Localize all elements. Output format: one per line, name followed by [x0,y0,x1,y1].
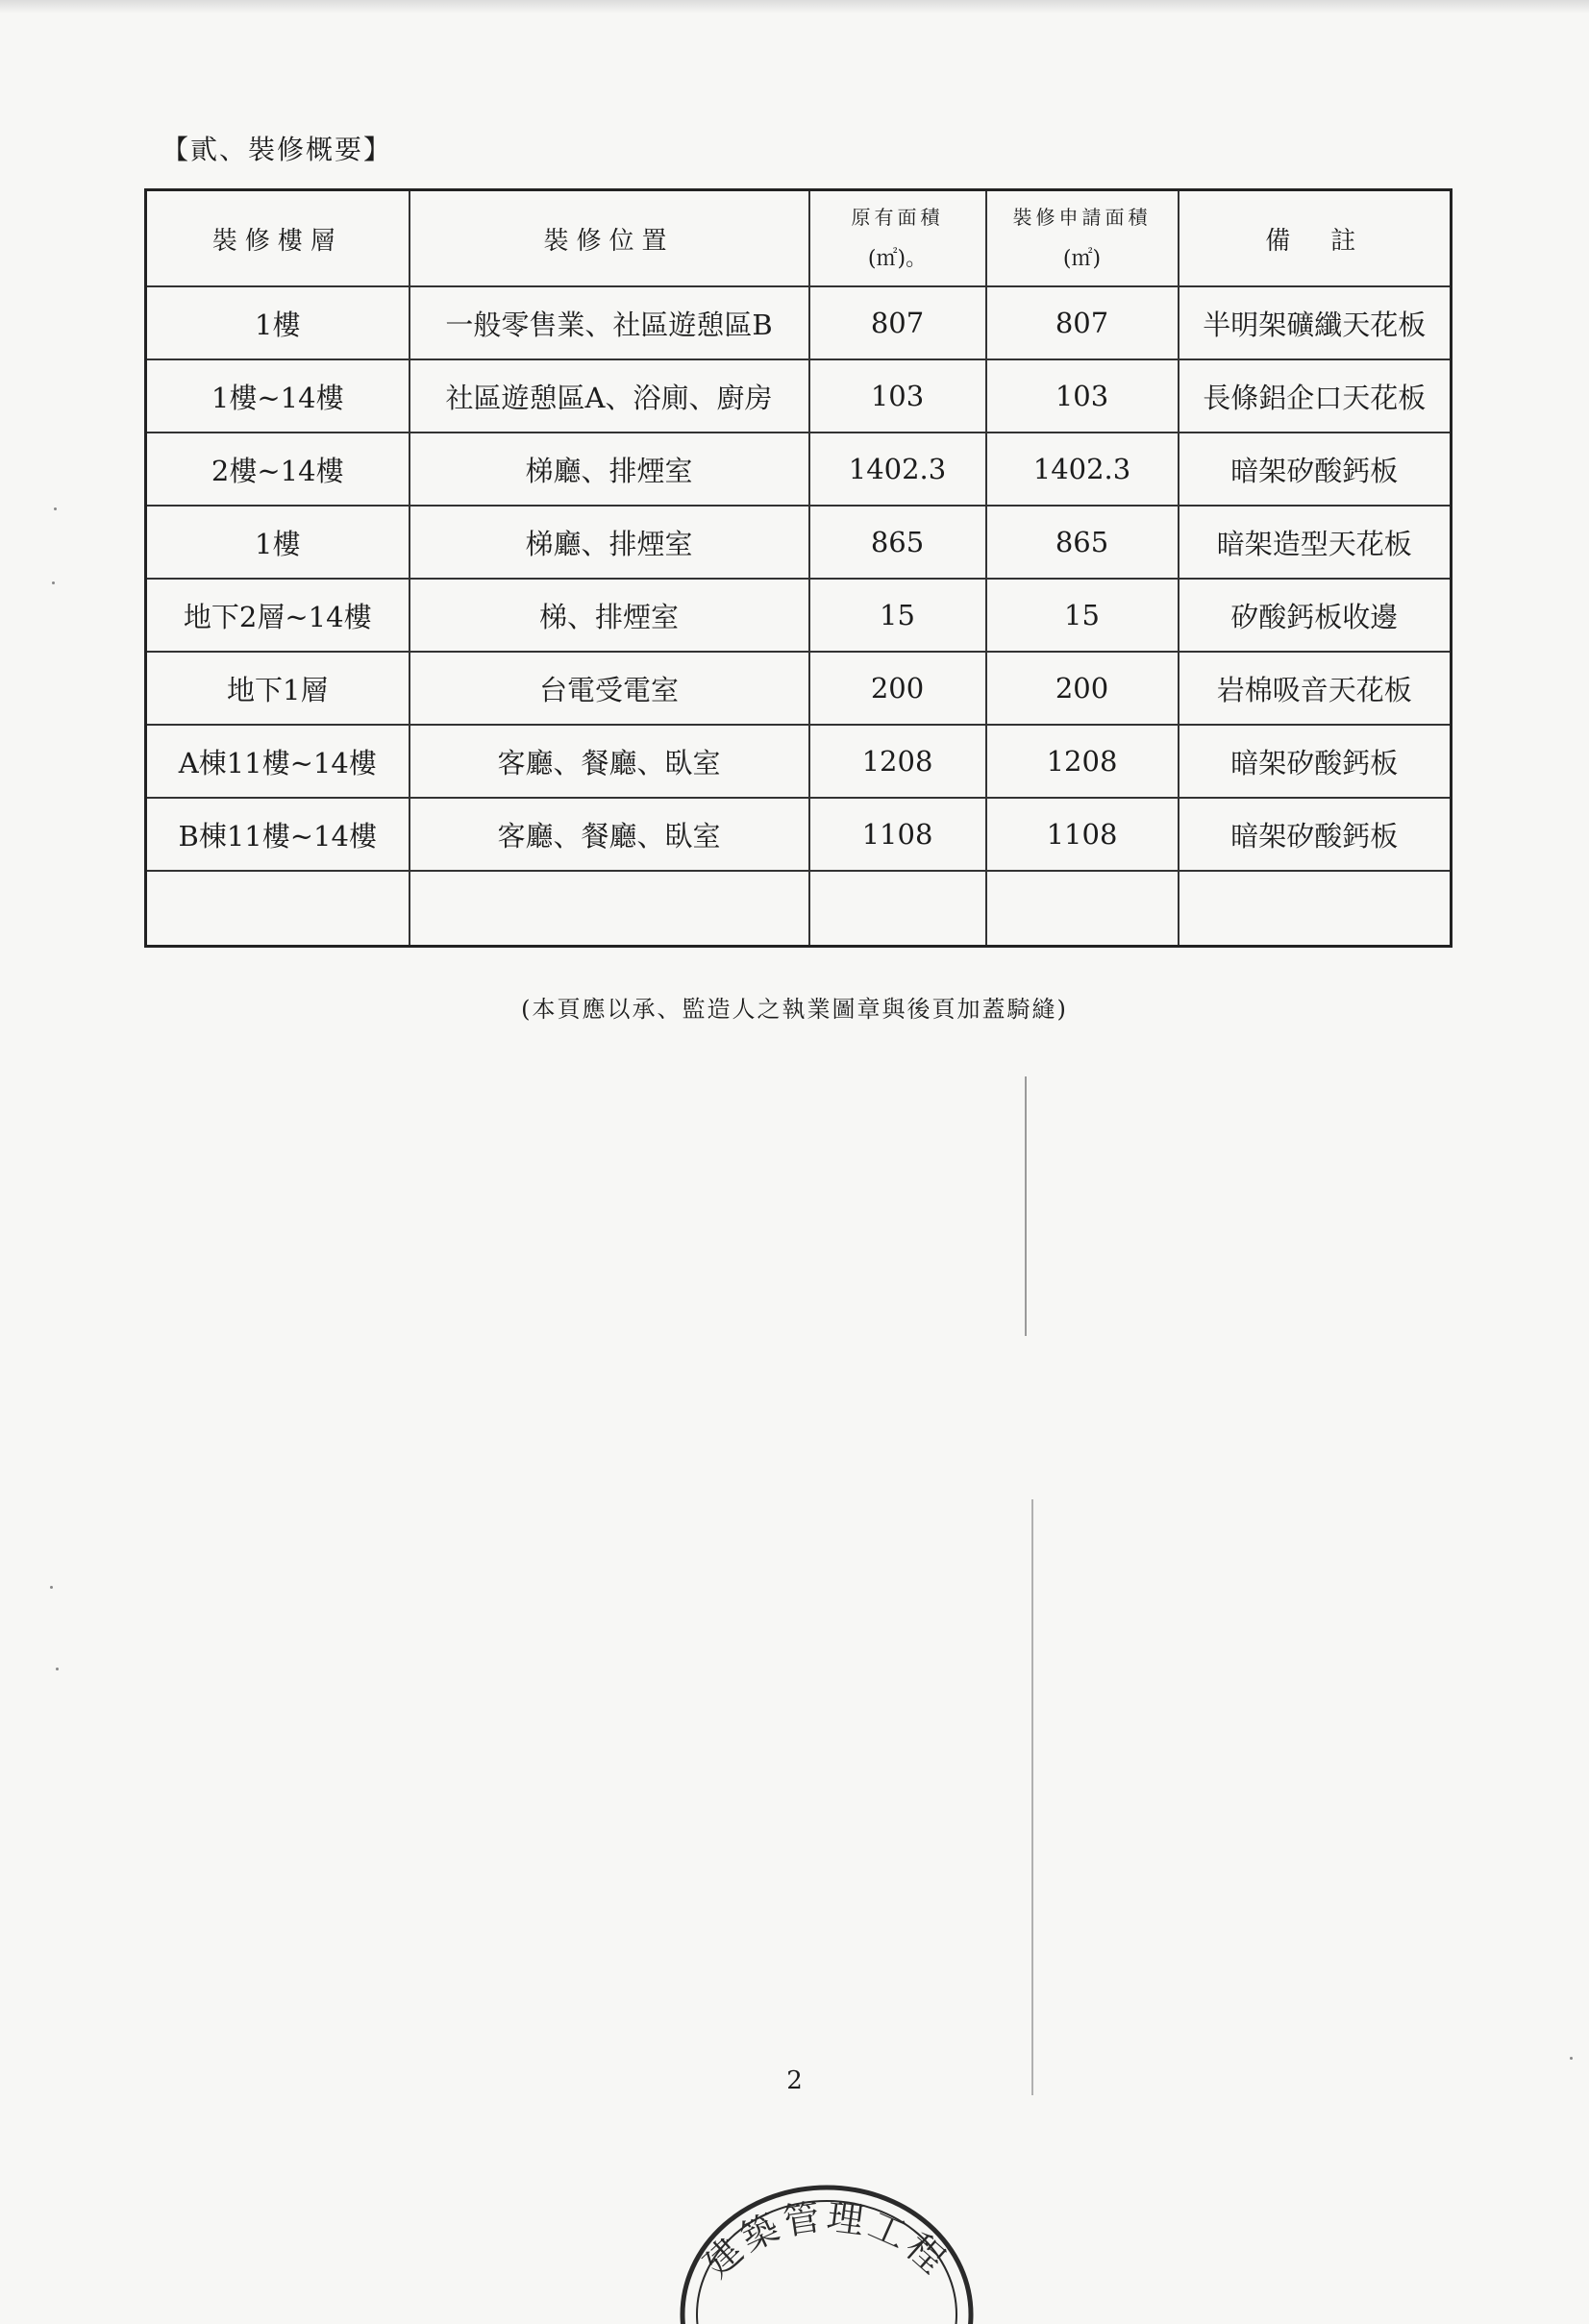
cell-floor: 地下2層~14樓 [146,579,410,652]
table-row [146,798,1452,871]
cell-original-area: 103 [809,359,986,433]
scan-speck [1570,2057,1573,2060]
cell-floor: 1樓 [146,286,410,359]
cell-original-area: 807 [809,286,986,359]
seal-text: 建築管理工程 [695,2195,956,2286]
cell-original-area: 15 [809,579,986,652]
cell-empty [146,871,410,947]
table-row [146,286,1452,359]
cell-remarks: 暗架矽酸鈣板 [1179,725,1452,798]
cell-location: 客廳、餐廳、臥室 [410,725,809,798]
header-original-area-unit: (㎡)。 [867,247,928,271]
scan-speck [54,507,57,510]
cell-remarks: 長條鋁企口天花板 [1179,359,1452,433]
cell-remarks: 暗架造型天花板 [1179,506,1452,579]
cell-applied-area: 103 [986,359,1179,433]
cell-location: 梯、排煙室 [410,579,809,652]
table-row-empty [146,871,1452,947]
header-applied-area [986,190,1179,287]
scan-fold-line [1031,1499,1033,2095]
cell-original-area: 865 [809,506,986,579]
header-applied-area-label: 裝修申請面積 [1012,206,1152,229]
table-row [146,359,1452,433]
footnote: (本頁應以承、監造人之執業圖章與後頁加蓋騎縫) [521,996,1068,1023]
cell-floor: 2樓~14樓 [146,433,410,506]
table-row [146,652,1452,725]
scan-speck [50,1586,53,1589]
scan-edge [0,0,1589,13]
cell-applied-area: 15 [986,579,1179,652]
cell-remarks: 岩棉吸音天花板 [1179,652,1452,725]
cell-floor: 地下1層 [146,652,410,725]
cell-original-area: 200 [809,652,986,725]
header-floor: 裝修樓層 [146,190,410,287]
summary-table [144,188,1452,948]
cell-applied-area: 1108 [986,798,1179,871]
cell-empty [410,871,809,947]
cell-floor: A棟11樓~14樓 [146,725,410,798]
header-applied-area-unit: (㎡) [1062,247,1102,271]
cell-original-area: 1402.3 [809,433,986,506]
cell-location: 台電受電室 [410,652,809,725]
renovation-summary-table [144,188,1450,948]
header-original-area-label: 原有面積 [851,206,944,229]
cell-location: 梯廳、排煙室 [410,433,809,506]
cell-remarks: 暗架矽酸鈣板 [1179,433,1452,506]
cell-location: 一般零售業、社區遊憩區B [410,286,809,359]
scan-fold-line [1025,1076,1027,1336]
cell-location: 社區遊憩區A、浴廁、廚房 [410,359,809,433]
header-location: 裝修位置 [410,190,809,287]
cell-applied-area: 807 [986,286,1179,359]
table-row [146,579,1452,652]
table-row [146,725,1452,798]
table-row [146,506,1452,579]
page-number: 2 [786,2066,803,2095]
cell-applied-area: 865 [986,506,1179,579]
official-seal [673,2170,981,2324]
cell-applied-area: 1402.3 [986,433,1179,506]
cell-applied-area: 200 [986,652,1179,725]
cell-remarks: 半明架礦纖天花板 [1179,286,1452,359]
scan-speck [52,581,55,584]
cell-empty [986,871,1179,947]
cell-location: 梯廳、排煙室 [410,506,809,579]
cell-remarks: 矽酸鈣板收邊 [1179,579,1452,652]
cell-remarks: 暗架矽酸鈣板 [1179,798,1452,871]
cell-floor: B棟11樓~14樓 [146,798,410,871]
cell-original-area: 1108 [809,798,986,871]
header-original-area [809,190,986,287]
cell-applied-area: 1208 [986,725,1179,798]
table-header-row [146,190,1452,287]
header-remarks: 備 註 [1179,190,1452,287]
table-row [146,433,1452,506]
cell-location: 客廳、餐廳、臥室 [410,798,809,871]
cell-floor: 1樓~14樓 [146,359,410,433]
cell-floor: 1樓 [146,506,410,579]
section-title: 【貳、裝修概要】 [161,134,393,165]
scan-speck [56,1668,59,1670]
cell-empty [1179,871,1452,947]
cell-empty [809,871,986,947]
cell-original-area: 1208 [809,725,986,798]
